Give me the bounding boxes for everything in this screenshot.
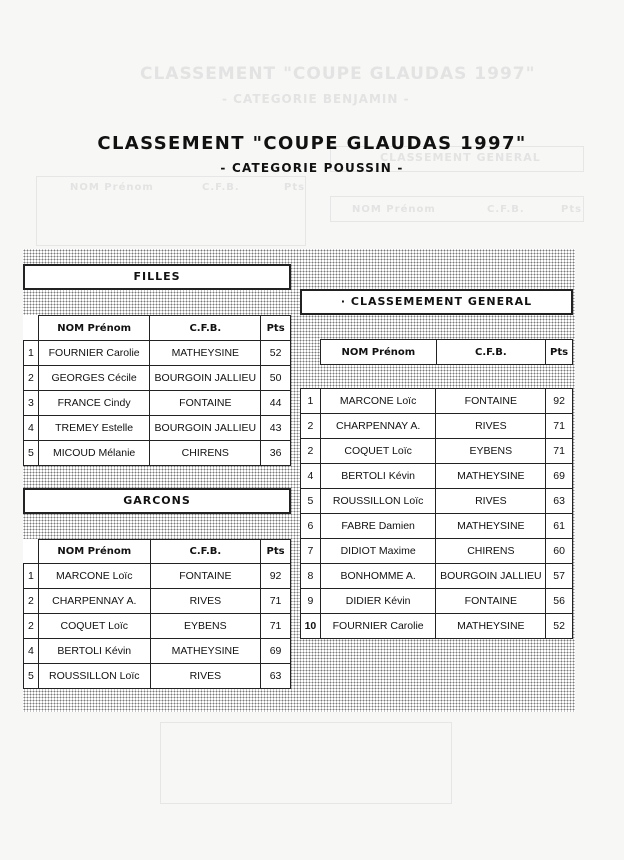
show-through-club: C.F.B. [202, 182, 240, 193]
points-cell: 63 [546, 489, 573, 514]
col-club: C.F.B. [150, 316, 261, 341]
name-cell: CHARPENNAY A. [320, 414, 436, 439]
points-cell: 52 [261, 341, 291, 366]
rank-cell: 1 [24, 341, 39, 366]
garcons-row [24, 639, 291, 664]
points-cell: 44 [261, 391, 291, 416]
garcons-row [24, 564, 291, 589]
general-row [301, 514, 573, 539]
points-cell: 92 [546, 389, 573, 414]
club-cell: CHIRENS [436, 539, 546, 564]
filles-header [23, 264, 291, 290]
name-cell: COQUET Loïc [38, 614, 150, 639]
club-cell: EYBENS [436, 439, 546, 464]
garcons-row [24, 589, 291, 614]
general-row [301, 464, 573, 489]
show-through-table-bottom [160, 722, 452, 804]
filles-title: FILLES [133, 270, 181, 283]
name-cell: MICOUD Mélanie [38, 441, 150, 466]
points-cell: 71 [261, 614, 291, 639]
points-cell: 63 [261, 664, 291, 689]
rank-cell: 1 [24, 564, 39, 589]
points-cell: 71 [261, 589, 291, 614]
club-cell: CHIRENS [150, 441, 261, 466]
rank-cell: 1 [301, 389, 321, 414]
col-club: C.F.B. [150, 540, 260, 564]
points-cell: 57 [546, 564, 573, 589]
rank-cell: 8 [301, 564, 321, 589]
col-name: NOM Prénom [321, 340, 437, 365]
points-cell: 56 [546, 589, 573, 614]
filles-table [23, 315, 291, 466]
filles-row [24, 441, 291, 466]
name-cell: DIDIOT Maxime [320, 539, 436, 564]
general-header-row [321, 340, 573, 365]
general-row [301, 564, 573, 589]
general-table [300, 388, 573, 639]
club-cell: MATHEYSINE [150, 341, 261, 366]
col-points: Pts [546, 340, 573, 365]
club-cell: MATHEYSINE [436, 614, 546, 639]
rank-cell: 6 [301, 514, 321, 539]
rank-cell: 4 [24, 639, 39, 664]
page-subtitle: - CATEGORIE POUSSIN - [220, 161, 404, 175]
garcons-header-row [24, 540, 291, 564]
rank-cell: 9 [301, 589, 321, 614]
show-through-title: CLASSEMENT "COUPE GLAUDAS 1997" [140, 64, 536, 84]
name-cell: FABRE Damien [320, 514, 436, 539]
club-cell: FONTAINE [436, 589, 546, 614]
points-cell: 92 [261, 564, 291, 589]
club-cell: BOURGOIN JALLIEU [150, 416, 261, 441]
name-cell: BERTOLI Kévin [320, 464, 436, 489]
points-cell: 69 [546, 464, 573, 489]
points-cell: 43 [261, 416, 291, 441]
rank-cell: 2 [301, 414, 321, 439]
rank-cell: 2 [24, 366, 39, 391]
general-row [301, 589, 573, 614]
col-name: NOM Prénom [38, 540, 150, 564]
rank-cell: 7 [301, 539, 321, 564]
club-cell: FONTAINE [150, 564, 260, 589]
name-cell: TREMEY Estelle [38, 416, 150, 441]
name-cell: CHARPENNAY A. [38, 589, 150, 614]
show-through-points-right: Pts [561, 204, 583, 215]
club-cell: EYBENS [150, 614, 260, 639]
club-cell: MATHEYSINE [436, 514, 546, 539]
garcons-title: GARCONS [123, 494, 191, 507]
points-cell: 61 [546, 514, 573, 539]
rank-cell: 5 [301, 489, 321, 514]
show-through-points: Pts [284, 182, 306, 193]
club-cell: BOURGOIN JALLIEU [150, 366, 261, 391]
filles-row [24, 366, 291, 391]
show-through-subtitle: - CATEGORIE BENJAMIN - [222, 92, 410, 106]
points-cell: 69 [261, 639, 291, 664]
rank-cell: 3 [24, 391, 39, 416]
col-name: NOM Prénom [38, 316, 150, 341]
show-through-name: NOM Prénom [70, 182, 154, 193]
rank-cell: 4 [24, 416, 39, 441]
name-cell: FRANCE Cindy [38, 391, 150, 416]
garcons-table [23, 539, 291, 689]
general-title: · CLASSEMEMENT GENERAL [340, 295, 533, 308]
filles-corner [24, 316, 39, 341]
name-cell: DIDIER Kévin [320, 589, 436, 614]
name-cell: ROUSSILLON Loïc [38, 664, 150, 689]
points-cell: 52 [546, 614, 573, 639]
name-cell: COQUET Loïc [320, 439, 436, 464]
points-cell: 50 [261, 366, 291, 391]
club-cell: FONTAINE [436, 389, 546, 414]
general-header-table [320, 339, 573, 365]
garcons-header [23, 488, 291, 514]
general-row [301, 439, 573, 464]
general-row [301, 539, 573, 564]
garcons-corner [24, 540, 39, 564]
name-cell: FOURNIER Carolie [320, 614, 436, 639]
show-through-name-right: NOM Prénom [352, 204, 436, 215]
filles-header-row [24, 316, 291, 341]
page-title: CLASSEMENT "COUPE GLAUDAS 1997" [97, 133, 527, 154]
points-cell: 71 [546, 414, 573, 439]
rank-cell: 2 [24, 614, 39, 639]
name-cell: BERTOLI Kévin [38, 639, 150, 664]
show-through-club-right: C.F.B. [487, 204, 525, 215]
points-cell: 36 [261, 441, 291, 466]
name-cell: BONHOMME A. [320, 564, 436, 589]
garcons-row [24, 664, 291, 689]
show-through-general: CLASSEMENT GENERAL [380, 151, 541, 164]
rank-cell: 5 [24, 441, 39, 466]
rank-cell: 5 [24, 664, 39, 689]
club-cell: MATHEYSINE [150, 639, 260, 664]
rank-cell: 10 [301, 614, 321, 639]
rank-cell: 2 [301, 439, 321, 464]
club-cell: BOURGOIN JALLIEU [436, 564, 546, 589]
rank-cell: 4 [301, 464, 321, 489]
points-cell: 60 [546, 539, 573, 564]
club-cell: RIVES [150, 664, 260, 689]
name-cell: GEORGES Cécile [38, 366, 150, 391]
general-header [300, 289, 573, 315]
rank-cell: 2 [24, 589, 39, 614]
general-row [301, 414, 573, 439]
general-row [301, 389, 573, 414]
filles-row [24, 341, 291, 366]
club-cell: RIVES [150, 589, 260, 614]
garcons-row [24, 614, 291, 639]
filles-row [24, 416, 291, 441]
points-cell: 71 [546, 439, 573, 464]
col-points: Pts [261, 540, 291, 564]
filles-row [24, 391, 291, 416]
col-points: Pts [261, 316, 291, 341]
name-cell: MARCONE Loïc [320, 389, 436, 414]
name-cell: MARCONE Loïc [38, 564, 150, 589]
name-cell: FOURNIER Carolie [38, 341, 150, 366]
club-cell: RIVES [436, 414, 546, 439]
club-cell: MATHEYSINE [436, 464, 546, 489]
col-club: C.F.B. [436, 340, 545, 365]
name-cell: ROUSSILLON Loïc [320, 489, 436, 514]
club-cell: RIVES [436, 489, 546, 514]
general-row [301, 614, 573, 639]
general-row [301, 489, 573, 514]
club-cell: FONTAINE [150, 391, 261, 416]
